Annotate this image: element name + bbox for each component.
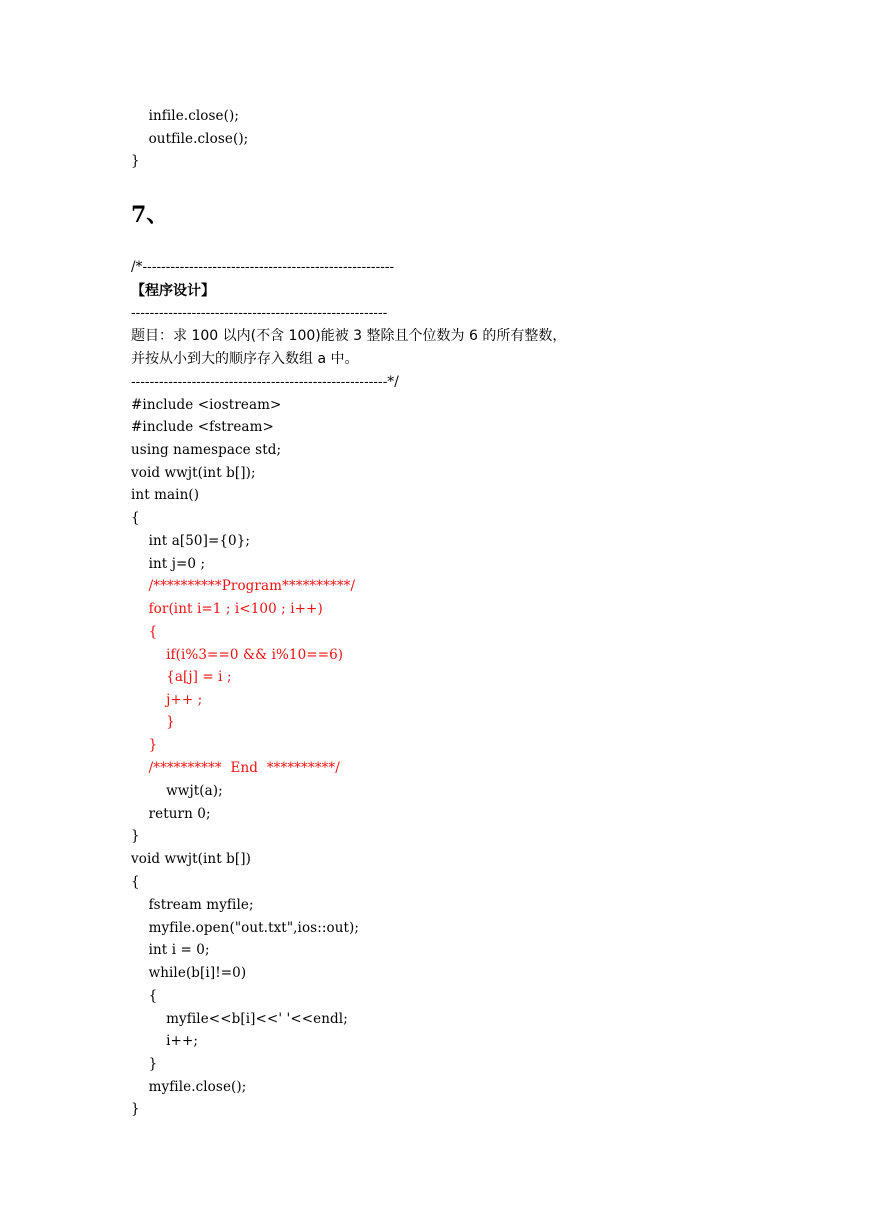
code-line: myfile<<b[i]<<' '<<endl; — [131, 1011, 348, 1027]
code-line: { — [131, 874, 140, 890]
code-line: void wwjt(int b[]); — [131, 465, 256, 481]
code-line: myfile.close(); — [131, 1079, 247, 1095]
code-line: } — [131, 1056, 158, 1072]
code-line: { — [131, 988, 158, 1004]
code-line: } — [131, 828, 140, 844]
code-line: { — [131, 510, 140, 526]
code-line: } — [131, 737, 158, 753]
code-line: while(b[i]!=0) — [131, 965, 247, 981]
code-line: j++ ; — [131, 692, 203, 708]
section-heading: 7、 — [131, 202, 169, 228]
code-line: } — [131, 714, 175, 730]
code-line: outfile.close(); — [131, 131, 249, 147]
task-description-line-2: 并按从小到大的顺序存入数组 a 中。 — [131, 351, 359, 367]
code-line: } — [131, 153, 140, 169]
code-line: infile.close(); — [131, 108, 239, 124]
code-line: int main() — [131, 487, 200, 503]
code-line: using namespace std; — [131, 442, 282, 458]
comment-title: 【程序设计】 — [131, 283, 215, 299]
task-description-line-1: 题目：求 100 以内(不含 100)能被 3 整除且个位数为 6 的所有整数， — [131, 328, 567, 344]
code-line: int j=0 ; — [131, 556, 206, 572]
comment-open-line: /*------------------------------------------------------ — [131, 259, 395, 275]
code-line: {a[j] = i ; — [131, 669, 232, 685]
code-line: #include <iostream> — [131, 397, 282, 413]
comment-close-line: -------------------------------------------------------*/ — [131, 374, 399, 390]
code-line: /**********Program**********/ — [131, 578, 356, 594]
code-line: int i = 0; — [131, 942, 210, 958]
code-line: } — [131, 1101, 140, 1117]
code-line: i++; — [131, 1033, 199, 1049]
code-line: return 0; — [131, 806, 211, 822]
code-line: { — [131, 624, 158, 640]
code-line: int a[50]={0}; — [131, 533, 251, 549]
code-line: void wwjt(int b[]) — [131, 851, 251, 867]
code-line: for(int i=1 ; i<100 ; i++) — [131, 601, 323, 617]
code-line: if(i%3==0 && i%10==6) — [131, 647, 344, 663]
code-line: /********** End **********/ — [131, 760, 340, 776]
code-line: #include <fstream> — [131, 419, 274, 435]
code-line: wwjt(a); — [131, 783, 223, 799]
comment-separator: ------------------------------------------------------- — [131, 305, 388, 321]
code-line: myfile.open("out.txt",ios::out); — [131, 920, 360, 936]
code-line: fstream myfile; — [131, 897, 254, 913]
